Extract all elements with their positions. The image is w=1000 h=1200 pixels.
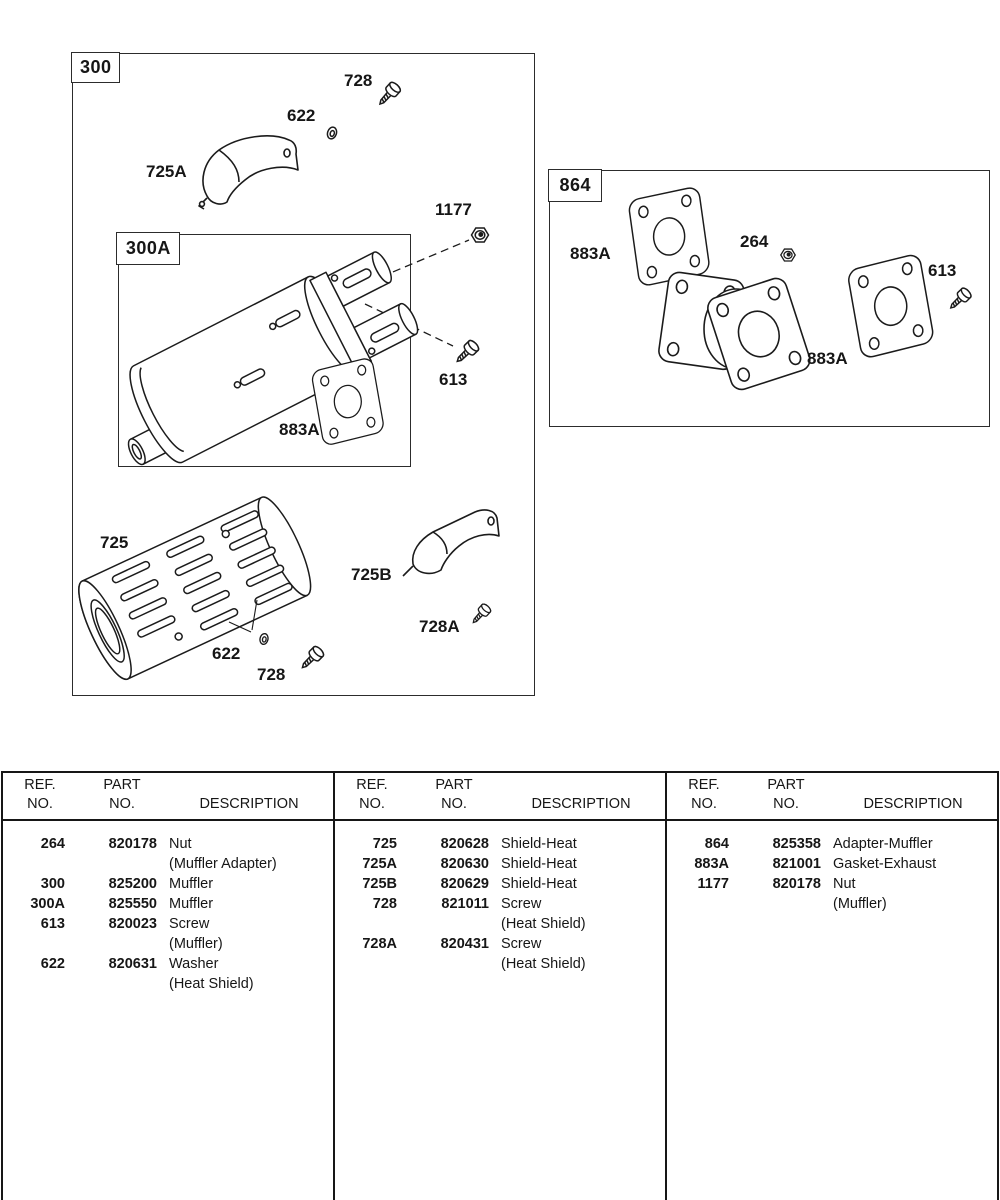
parts-table-column-2 xyxy=(335,773,667,1200)
table-row xyxy=(673,874,997,894)
table-row xyxy=(9,874,333,894)
gasket-883A-left-icon xyxy=(628,186,710,287)
header-part-no: NO. xyxy=(773,796,799,812)
table-row xyxy=(341,894,665,914)
description: Screw xyxy=(501,896,542,912)
description: Shield-Heat xyxy=(501,876,577,892)
part-no: 825550 xyxy=(108,896,157,912)
parts-table-column-3 xyxy=(667,773,997,1200)
heat-shield-725B-icon xyxy=(403,510,499,576)
ref-no: 725A xyxy=(362,856,397,872)
header-ref: REF. xyxy=(356,777,388,793)
parts-table-column-1 xyxy=(3,773,335,1200)
screw-728-icon xyxy=(375,81,402,109)
header-part: PART xyxy=(767,777,805,793)
description: Shield-Heat xyxy=(501,856,577,872)
label-728-bottom: 728 xyxy=(257,665,286,684)
ref-no: 300 xyxy=(40,876,65,892)
header-description: DESCRIPTION xyxy=(863,796,963,812)
ref-no: 725B xyxy=(362,876,397,892)
label-728A: 728A xyxy=(419,617,460,636)
part-no: 825358 xyxy=(772,836,821,852)
diagram-box-300 xyxy=(72,53,535,696)
header-part: PART xyxy=(435,777,473,793)
description: Muffler xyxy=(169,896,214,912)
label-613-864: 613 xyxy=(928,261,957,280)
label-622-top: 622 xyxy=(287,106,316,125)
table-row-continuation xyxy=(9,934,333,954)
description: Screw xyxy=(501,936,542,952)
description-2: (Heat Shield) xyxy=(169,976,254,992)
adapter-864-icon xyxy=(657,271,812,392)
ref-no: 883A xyxy=(694,856,729,872)
washer-622-bottom-icon xyxy=(259,633,269,645)
description: Nut xyxy=(169,836,192,852)
box-300A-tag xyxy=(116,232,180,265)
table-header xyxy=(3,773,333,821)
nut-1177-icon xyxy=(472,228,489,242)
table-row-continuation xyxy=(673,894,997,914)
description-2: (Heat Shield) xyxy=(501,916,586,932)
heat-shield-725A-icon xyxy=(199,136,298,209)
description-2: (Muffler) xyxy=(169,936,223,952)
table-row xyxy=(341,874,665,894)
header-ref-no: NO. xyxy=(359,796,385,812)
description: Muffler xyxy=(169,876,214,892)
table-row xyxy=(341,934,665,954)
part-no: 820178 xyxy=(108,836,157,852)
table-body xyxy=(667,821,997,914)
part-no: 820431 xyxy=(440,936,489,952)
nut-264-icon xyxy=(781,249,795,261)
part-no: 825200 xyxy=(108,876,157,892)
description: Shield-Heat xyxy=(501,836,577,852)
description: Washer xyxy=(169,956,219,972)
header-part: PART xyxy=(103,777,141,793)
label-728-top: 728 xyxy=(344,71,373,90)
table-row xyxy=(341,834,665,854)
header-ref: REF. xyxy=(24,777,56,793)
ref-no: 728A xyxy=(362,936,397,952)
description: Adapter-Muffler xyxy=(833,836,933,852)
header-part-no: NO. xyxy=(441,796,467,812)
label-883A: 883A xyxy=(279,420,320,439)
box-864-tag-label: 864 xyxy=(559,175,592,196)
box-300A-tag-label: 300A xyxy=(125,238,171,259)
box-300-tag-label: 300 xyxy=(80,57,112,78)
box-300-tag xyxy=(71,52,120,83)
header-ref-no: NO. xyxy=(691,796,717,812)
table-row xyxy=(673,854,997,874)
header-ref: REF. xyxy=(688,777,720,793)
part-no: 820023 xyxy=(108,916,157,932)
header-description: DESCRIPTION xyxy=(531,796,631,812)
label-622-bottom: 622 xyxy=(212,644,241,663)
gasket-883A-right-icon xyxy=(847,253,934,359)
screw-613-864-icon xyxy=(946,287,972,313)
label-1177: 1177 xyxy=(435,200,472,219)
diagram-box-864 xyxy=(549,170,990,427)
description-2: (Muffler Adapter) xyxy=(169,856,277,872)
part-no: 821011 xyxy=(441,896,489,912)
screw-728A-icon xyxy=(469,603,492,627)
part-no: 820630 xyxy=(440,856,489,872)
label-613: 613 xyxy=(439,370,468,389)
table-row xyxy=(9,834,333,854)
description: Nut xyxy=(833,876,856,892)
table-row-continuation xyxy=(9,854,333,874)
table-row-continuation xyxy=(9,974,333,994)
part-no: 821001 xyxy=(772,856,821,872)
part-no: 820629 xyxy=(440,876,489,892)
table-row xyxy=(673,834,997,854)
description: Screw xyxy=(169,916,210,932)
header-ref-no: NO. xyxy=(27,796,53,812)
header-part-no: NO. xyxy=(109,796,135,812)
ref-no: 725 xyxy=(372,836,397,852)
table-row xyxy=(9,914,333,934)
table-header xyxy=(667,773,997,821)
table-row xyxy=(9,894,333,914)
parts-table xyxy=(1,771,999,1200)
box-864-tag xyxy=(548,169,602,202)
screw-613-icon xyxy=(453,339,481,366)
ref-no: 264 xyxy=(40,836,65,852)
heat-shield-725-icon xyxy=(73,491,320,684)
screw-728-bottom-icon xyxy=(298,645,325,672)
label-883A-right: 883A xyxy=(807,349,848,368)
description: Gasket-Exhaust xyxy=(833,856,937,872)
muffler-300A-icon xyxy=(96,242,425,481)
label-725: 725 xyxy=(100,533,129,552)
washer-622-icon xyxy=(326,126,338,140)
ref-no: 613 xyxy=(40,916,65,932)
ref-no: 1177 xyxy=(697,876,729,892)
label-725B: 725B xyxy=(351,565,392,584)
ref-no: 300A xyxy=(30,896,65,912)
gasket-883A-icon xyxy=(311,357,385,446)
table-header xyxy=(335,773,665,821)
table-body xyxy=(335,821,665,974)
table-row xyxy=(9,954,333,974)
label-725A: 725A xyxy=(146,162,187,181)
label-264: 264 xyxy=(740,232,769,251)
part-no: 820628 xyxy=(440,836,489,852)
table-body xyxy=(3,821,333,994)
header-description: DESCRIPTION xyxy=(199,796,299,812)
ref-no: 864 xyxy=(704,836,729,852)
part-no: 820178 xyxy=(772,876,821,892)
ref-no: 728 xyxy=(372,896,397,912)
table-row-continuation xyxy=(341,954,665,974)
box-864-illustration xyxy=(550,171,989,426)
table-row xyxy=(341,854,665,874)
description-2: (Heat Shield) xyxy=(501,956,586,972)
part-no: 820631 xyxy=(108,956,157,972)
label-883A-left: 883A xyxy=(570,244,611,263)
description-2: (Muffler) xyxy=(833,896,887,912)
table-row-continuation xyxy=(341,914,665,934)
ref-no: 622 xyxy=(40,956,65,972)
